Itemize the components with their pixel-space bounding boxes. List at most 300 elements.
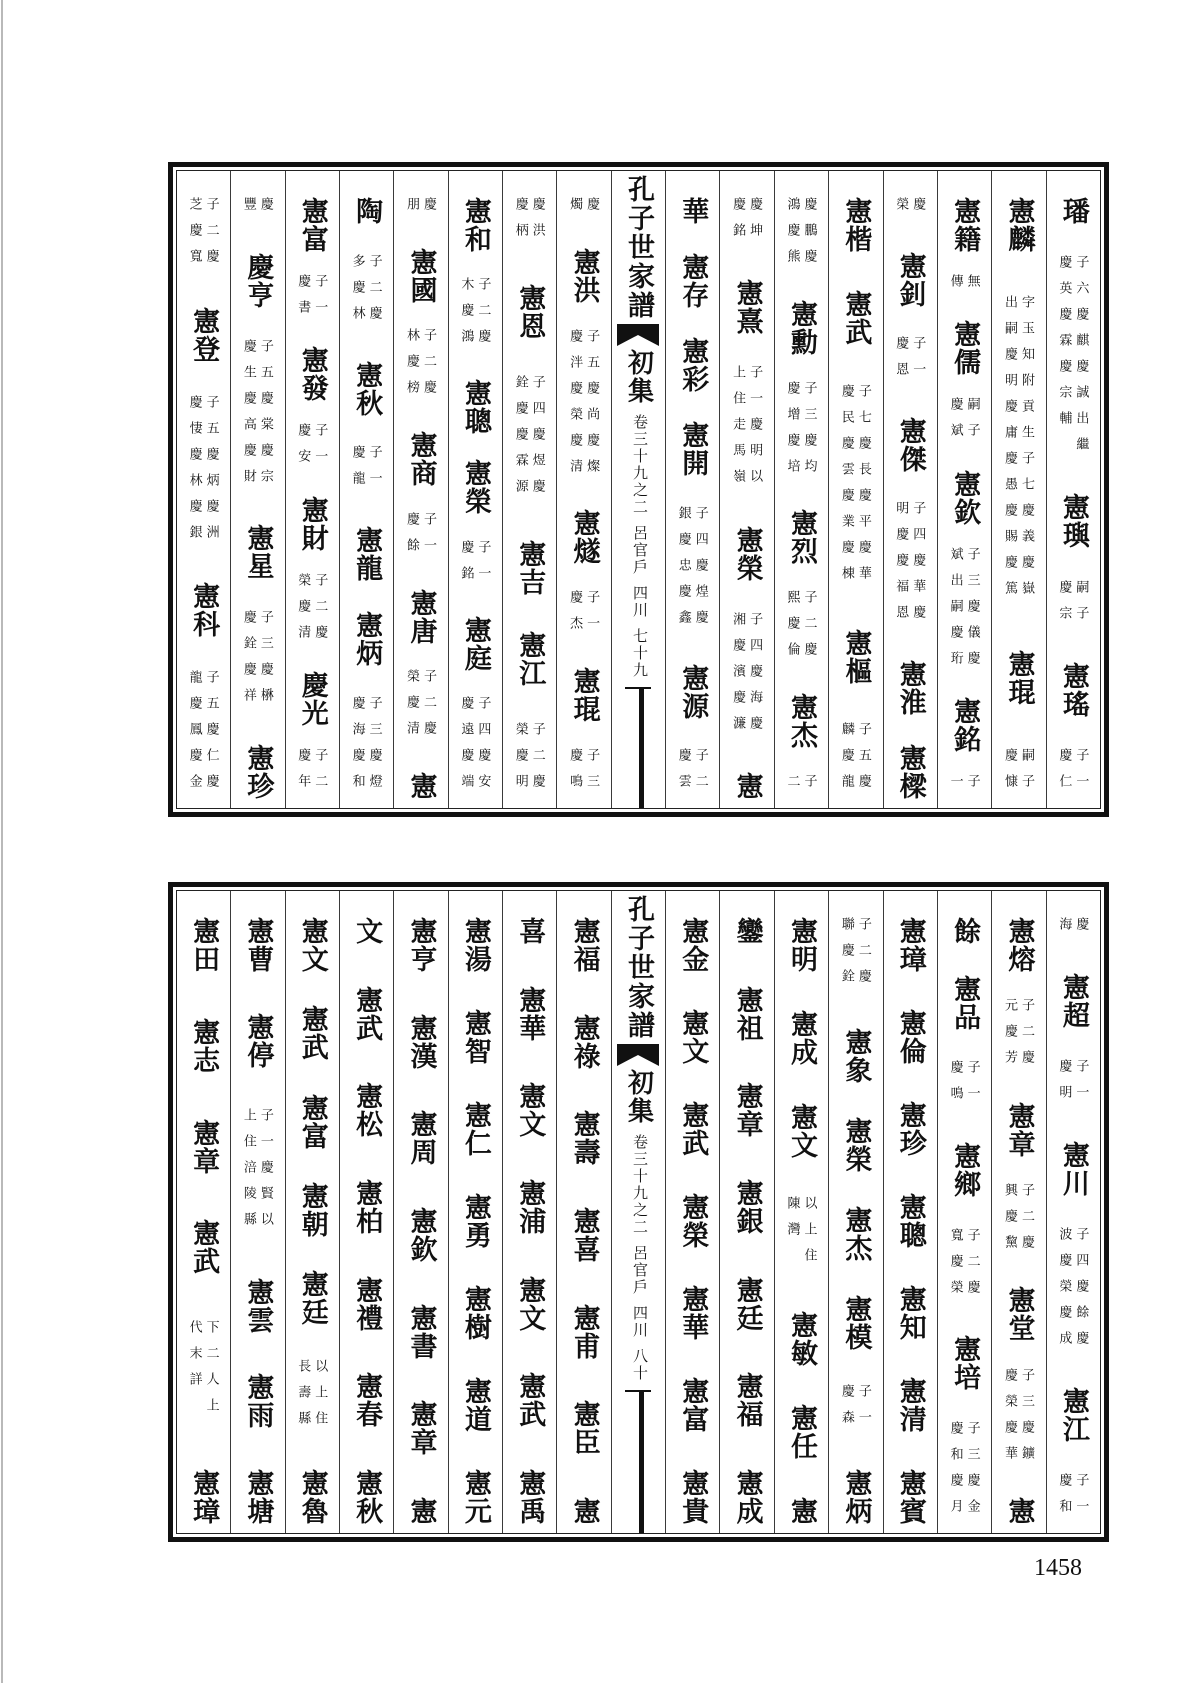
person-name: 憲道 xyxy=(460,1377,491,1433)
annotation-left-line: 慶森 xyxy=(839,1384,855,1436)
annotation-left-line: 慶恩 xyxy=(894,336,910,388)
annotation-left-line: 林慶榜 xyxy=(405,328,420,407)
person-name: 憲庭 xyxy=(460,615,491,672)
annotation-right-line: 子二慶 xyxy=(313,572,329,651)
annotation-right-line: 子一慶賢以 xyxy=(258,1108,274,1239)
annotation-left-line: 慶銓慶祥 xyxy=(241,610,257,715)
person-name: 憲臣 xyxy=(569,1400,600,1457)
annotation-right-line: 子二慶 xyxy=(1019,998,1035,1077)
person-name: 憲培 xyxy=(950,1335,981,1392)
entry-column xyxy=(285,891,339,1533)
annotation-right-line: 子二慶 xyxy=(965,1227,981,1306)
annotation-right-line: 無 xyxy=(965,273,981,300)
person-name: 鑾 xyxy=(732,917,763,945)
household-label: 呂官戶 xyxy=(630,1245,647,1296)
annotation-left-line: 慶龍 xyxy=(350,445,366,498)
annotation-right-line: 子一 xyxy=(965,1060,981,1113)
annotation xyxy=(515,197,545,249)
person-name: 憲秋 xyxy=(352,360,383,417)
person-name: 憲敏 xyxy=(787,1311,818,1367)
person-name: 憲章 xyxy=(189,1118,220,1175)
person-name: 憲籍 xyxy=(950,197,981,253)
annotation xyxy=(243,339,273,495)
annotation xyxy=(841,722,871,800)
annotation-right-line: 子三慶均 xyxy=(802,380,818,485)
annotation xyxy=(678,506,708,636)
person-name: 憲富 xyxy=(297,197,328,253)
annotation-left-line: 榮慶清 xyxy=(405,669,420,748)
leaf-number: 八十 xyxy=(630,1348,647,1382)
annotation xyxy=(515,722,545,800)
annotation-left-line: 慶和慶月 xyxy=(948,1420,964,1525)
person-name: 憲珍 xyxy=(895,1101,926,1157)
annotation-left-line: 陳灣 xyxy=(785,1196,801,1248)
person-name: 憲朝 xyxy=(297,1181,328,1238)
person-name: 憲華 xyxy=(678,1285,709,1341)
household-label: 呂官戶 xyxy=(630,525,647,576)
person-name: 憲商 xyxy=(406,431,437,488)
annotation xyxy=(1058,580,1088,632)
annotation-left-line: 榮慶明 xyxy=(513,722,529,800)
annotation-right-line: 字玉知附貢生子七慶義慶嶽 xyxy=(1019,295,1035,608)
entry-column xyxy=(339,891,393,1533)
annotation xyxy=(569,748,599,800)
annotation xyxy=(1058,1059,1088,1111)
person-name: 憲吉 xyxy=(515,540,546,596)
annotation-right-line: 子五慶仁慶 xyxy=(204,670,220,800)
person-name: 餘 xyxy=(950,917,981,945)
scan-edge-line xyxy=(1,0,3,1683)
fishtail-shape xyxy=(617,1044,659,1066)
person-name: 憲武 xyxy=(841,290,872,347)
annotation-left-line: 鴻慶熊 xyxy=(785,197,801,275)
annotation-left-line: 芝慶寬 xyxy=(187,197,203,275)
annotation-left-line: 慶仁 xyxy=(1057,747,1073,800)
place-label: 四川 xyxy=(630,585,647,619)
annotation-left-line: 慶悽慶林慶銀 xyxy=(187,394,203,551)
annotation-right-line: 子二 xyxy=(313,747,329,800)
entry-column xyxy=(991,171,1045,808)
volume-label: 卷三十九之二 xyxy=(630,414,647,516)
entry-column xyxy=(448,891,502,1533)
annotation xyxy=(189,1320,219,1424)
person-name: 憲塘 xyxy=(243,1468,274,1525)
annotation xyxy=(787,197,817,275)
annotation-right-line: 子 xyxy=(965,773,981,800)
person-name: 憲文 xyxy=(515,1082,546,1139)
annotation-right-line: 子一 xyxy=(313,273,329,326)
collection-label: 初集 xyxy=(624,1069,654,1125)
annotation-left-line: 慶年 xyxy=(296,747,312,800)
person-name: 憲周 xyxy=(406,1110,437,1167)
annotation-left-line: 慶斌 xyxy=(948,397,964,450)
annotation-left-line: 慶鳴 xyxy=(948,1060,964,1113)
annotation-left-line: 斌出嗣慶珩 xyxy=(948,546,964,677)
annotation xyxy=(297,423,327,475)
person-name: 憲榮 xyxy=(460,459,491,516)
person-name: 憲璋 xyxy=(895,917,926,973)
person-name: 憲柏 xyxy=(352,1178,383,1235)
fishtail-shape xyxy=(617,324,659,346)
annotation-left-line: 燭 xyxy=(568,197,584,223)
annotation-left-line: 湘慶濱慶濂 xyxy=(731,611,747,742)
annotation xyxy=(189,395,219,551)
person-name: 憲釗 xyxy=(895,251,926,308)
annotation-right-line: 慶 xyxy=(422,197,437,223)
annotation-right-line: 子二慶 xyxy=(422,669,437,748)
annotation-right-line: 子二慶 xyxy=(802,590,818,669)
spine-rule xyxy=(639,687,644,808)
annotation-right-line: 子二慶 xyxy=(367,253,383,332)
annotation-right-line: 子一 xyxy=(367,445,383,498)
genealogy-page-lower xyxy=(168,882,1109,1542)
annotation-right-line: 子一 xyxy=(856,1384,872,1436)
person-name: 憲淮 xyxy=(895,659,926,716)
person-name: 憲武 xyxy=(297,1005,328,1062)
annotation-right-line: 子一 xyxy=(476,539,492,592)
annotation-right-line: 子二慶 xyxy=(530,722,546,800)
person-name: 憲品 xyxy=(950,974,981,1031)
person-name: 憲廷 xyxy=(732,1275,763,1332)
person-name: 憲科 xyxy=(189,582,220,639)
person-name: 憲祿 xyxy=(569,1013,600,1070)
annotation xyxy=(406,512,436,564)
annotation-right-line: 嗣子 xyxy=(1019,747,1035,800)
person-name: 憲漢 xyxy=(406,1013,437,1070)
fishtail-mark xyxy=(617,1044,659,1066)
entry-column xyxy=(393,891,447,1533)
person-name: 憲福 xyxy=(569,917,600,973)
person-name: 憲恩 xyxy=(515,284,546,340)
annotation xyxy=(732,612,762,742)
person-name: 憲明 xyxy=(787,917,818,973)
annotation-right-line: 慶坤 xyxy=(748,197,764,249)
annotation-left-line: 豐 xyxy=(241,197,257,223)
person-name: 憲江 xyxy=(515,631,546,687)
entry-column xyxy=(556,171,610,808)
person-name: 憲富 xyxy=(297,1093,328,1150)
annotation xyxy=(895,197,925,223)
entry-column xyxy=(1046,891,1100,1533)
annotation-left-line: 慶銘 xyxy=(459,539,475,592)
annotation xyxy=(841,917,871,995)
annotation-left-line: 榮 xyxy=(894,197,910,223)
person-name: 憲欽 xyxy=(950,469,981,526)
page-number: 1458 xyxy=(1034,1555,1082,1581)
person-name: 憲雲 xyxy=(243,1277,274,1334)
annotation-right-line: 以上住 xyxy=(802,1196,818,1274)
entry-column xyxy=(665,171,719,808)
person-name: 憲珍 xyxy=(243,743,274,800)
annotation xyxy=(895,336,925,388)
person-name: 憲富 xyxy=(678,1377,709,1433)
annotation xyxy=(297,748,327,800)
person-name: 憲福 xyxy=(732,1372,763,1429)
entry-column xyxy=(883,171,937,808)
person-name: 憲璋 xyxy=(189,1468,220,1525)
person-name: 憲賓 xyxy=(895,1469,926,1525)
person-name: 憲停 xyxy=(243,1012,274,1069)
entry-column xyxy=(828,891,882,1533)
person-name: 憲曹 xyxy=(243,917,274,973)
entry-column xyxy=(991,891,1045,1533)
person-name: 憲星 xyxy=(243,524,274,581)
annotation-left-line: 慶英慶霖慶宗輔 xyxy=(1057,255,1073,438)
person-name: 憲銘 xyxy=(950,697,981,754)
annotation-left-line: 銓慶慶霖源 xyxy=(513,375,529,505)
annotation-right-line: 子五慶 xyxy=(856,722,872,800)
annotation xyxy=(189,670,219,800)
person-name: 憲燧 xyxy=(569,509,600,566)
person-name: 憲魯 xyxy=(297,1468,328,1525)
annotation xyxy=(1058,1473,1088,1525)
person-name: 憲財 xyxy=(297,495,328,552)
annotation xyxy=(950,1421,980,1525)
person-name: 憲勳 xyxy=(787,299,818,356)
annotation-left-line: 慶海慶和 xyxy=(350,695,366,800)
annotation-left-line: 慶書 xyxy=(296,273,312,326)
person-name: 憲鄉 xyxy=(950,1141,981,1198)
person-name: 憲杰 xyxy=(787,693,818,750)
annotation-left-line: 出嗣慶明慶庸慶愚慶賜慶篤 xyxy=(1002,295,1018,608)
annotation-right-line: 子四慶煌慶 xyxy=(693,505,709,636)
person-name: 憲禮 xyxy=(352,1275,383,1332)
book-title: 孔子世家譜 xyxy=(623,175,654,320)
annotation xyxy=(1004,748,1034,800)
person-name: 憲登 xyxy=(189,306,220,363)
annotation-right-line: 子一 xyxy=(1074,1059,1090,1111)
annotation-left-line: 明慶慶福恩 xyxy=(894,501,910,631)
entry-column xyxy=(230,171,284,808)
person-name: 憲華 xyxy=(515,985,546,1042)
entry-column xyxy=(556,891,610,1533)
person-name: 憲模 xyxy=(841,1295,872,1351)
annotation-left-line: 慶柄 xyxy=(513,197,529,249)
annotation xyxy=(243,610,273,714)
annotation xyxy=(1004,1183,1034,1261)
annotation xyxy=(787,774,817,800)
annotation-right-line: 慶 xyxy=(1074,917,1090,943)
annotation-right-line: 子四慶海慶 xyxy=(748,611,764,742)
annotation-right-line: 子三慶鑛 xyxy=(1019,1367,1035,1472)
annotation-left-line: 木慶鴻 xyxy=(459,277,475,356)
person-name: 憲源 xyxy=(678,663,709,720)
annotation xyxy=(895,501,925,631)
annotation-left-line: 上住涪陵縣 xyxy=(241,1108,257,1239)
annotation xyxy=(460,277,490,355)
annotation xyxy=(243,197,273,223)
annotation xyxy=(1004,1368,1034,1472)
annotation xyxy=(732,365,762,495)
annotation-right-line: 子三慶金 xyxy=(965,1420,981,1525)
annotation-left-line: 慶泮慶榮慶清 xyxy=(568,328,584,485)
annotation xyxy=(950,1060,980,1112)
annotation xyxy=(189,197,219,275)
person-name: 文 xyxy=(352,917,383,945)
annotation-right-line: 下二人上 xyxy=(204,1320,220,1425)
person-name: 憲書 xyxy=(406,1303,437,1360)
person-name: 憲聰 xyxy=(895,1193,926,1249)
spine-rule xyxy=(639,1390,644,1533)
person-name: 憲熹 xyxy=(732,279,763,336)
annotation-right-line: 子七慶長慶平慶華 xyxy=(856,383,872,592)
annotation xyxy=(569,590,599,642)
person-name: 憲江 xyxy=(1058,1387,1089,1443)
person-name: 憲任 xyxy=(787,1404,818,1460)
person-name: 憲文 xyxy=(515,1275,546,1332)
spine-column xyxy=(611,171,665,808)
person-name: 憲松 xyxy=(352,1082,383,1139)
person-name: 憲壽 xyxy=(569,1110,600,1167)
annotation xyxy=(352,696,382,800)
person-name: 憲 xyxy=(1004,1496,1035,1525)
annotation-right-line: 子三慶燈 xyxy=(367,695,383,800)
entry-column xyxy=(883,891,937,1533)
person-name: 憲文 xyxy=(678,1009,709,1065)
annotation-right-line: 子二慶 xyxy=(1019,1182,1035,1261)
person-name: 憲武 xyxy=(515,1372,546,1429)
annotation xyxy=(1004,998,1034,1076)
annotation-left-line: 慶銘 xyxy=(731,197,747,249)
person-name: 憲甫 xyxy=(569,1303,600,1360)
annotation xyxy=(1058,748,1088,800)
annotation xyxy=(406,197,436,223)
person-name: 璠 xyxy=(1058,197,1089,225)
person-name: 憲文 xyxy=(787,1103,818,1159)
annotation xyxy=(406,328,436,406)
entry-column xyxy=(774,891,828,1533)
annotation-right-line: 子一 xyxy=(1074,747,1090,800)
annotation-right-line: 子一 xyxy=(422,511,437,564)
person-name: 憲琨 xyxy=(1004,649,1035,706)
annotation xyxy=(950,1228,980,1306)
person-name: 憲樞 xyxy=(841,628,872,685)
person-name: 憲湯 xyxy=(460,917,491,973)
book-title: 孔子世家譜 xyxy=(623,895,654,1040)
person-name: 憲璵 xyxy=(1058,493,1089,550)
annotation-right-line: 嗣子 xyxy=(1074,579,1090,632)
annotation-left-line: 波慶榮慶成 xyxy=(1057,1227,1073,1357)
person-name: 憲章 xyxy=(732,1082,763,1139)
person-name: 憲象 xyxy=(841,1028,872,1084)
annotation xyxy=(950,774,980,800)
annotation xyxy=(1058,255,1088,463)
annotation-left-line: 慶和 xyxy=(1057,1473,1073,1525)
person-name: 憲貴 xyxy=(678,1469,709,1525)
annotation-right-line: 子四慶餘慶 xyxy=(1074,1227,1090,1357)
annotation xyxy=(352,254,382,332)
person-name: 憲金 xyxy=(678,917,709,973)
person-name: 憲浦 xyxy=(515,1178,546,1235)
person-name: 憲麟 xyxy=(1004,197,1035,253)
person-name: 憲 xyxy=(787,1497,818,1525)
person-name: 憲成 xyxy=(787,1010,818,1066)
person-name: 憲 xyxy=(732,771,763,800)
annotation-left-line: 熙慶倫 xyxy=(785,590,801,669)
annotation xyxy=(406,669,436,747)
person-name: 憲樹 xyxy=(460,1285,491,1341)
person-name: 憲知 xyxy=(895,1285,926,1341)
annotation xyxy=(787,381,817,485)
entry-column xyxy=(719,891,773,1533)
person-name: 憲川 xyxy=(1058,1141,1089,1197)
annotation-left-line: 龍慶鳳慶金 xyxy=(187,670,203,800)
person-name: 憲開 xyxy=(678,421,709,478)
person-name: 憲廷 xyxy=(297,1270,328,1327)
person-name: 憲龍 xyxy=(352,526,383,583)
person-name: 憲勇 xyxy=(460,1193,491,1249)
person-name: 憲存 xyxy=(678,253,709,310)
annotation-right-line: 子一 xyxy=(911,336,927,388)
person-name: 憲堂 xyxy=(1004,1286,1035,1343)
person-name: 憲 xyxy=(406,771,437,800)
annotation-right-line: 子五慶尚慶燦 xyxy=(585,328,601,485)
annotation xyxy=(787,1196,817,1274)
annotation-right-line: 子二慶 xyxy=(856,917,872,995)
annotation-right-line: 子二慶 xyxy=(204,197,220,275)
person-name: 憲章 xyxy=(1004,1101,1035,1158)
person-name: 憲國 xyxy=(406,247,437,304)
entry-column xyxy=(502,891,556,1533)
person-name: 慶亨 xyxy=(243,252,274,309)
annotation-right-line: 子二慶 xyxy=(422,328,437,407)
entry-column xyxy=(774,171,828,808)
annotation xyxy=(841,384,871,592)
annotation-left-line: 慶鳴 xyxy=(568,747,584,800)
entry-column xyxy=(339,171,393,808)
annotation-left-line: 長壽縣 xyxy=(296,1358,312,1437)
annotation-right-line: 子二 xyxy=(693,747,709,800)
person-name: 憲武 xyxy=(678,1101,709,1157)
annotation-left-line: 慶杰 xyxy=(568,590,584,643)
person-name: 憲章 xyxy=(406,1400,437,1457)
person-name: 憲元 xyxy=(460,1469,491,1525)
person-name: 憲瑤 xyxy=(1058,661,1089,718)
entry-column xyxy=(285,171,339,808)
annotation-left-line: 傳 xyxy=(948,273,964,300)
person-name: 憲儒 xyxy=(950,320,981,377)
annotation-right-line: 慶洪 xyxy=(530,197,546,249)
entry-column xyxy=(719,171,773,808)
annotation-right-line: 慶 xyxy=(911,197,927,223)
annotation-right-line: 子三慶楙 xyxy=(258,610,274,715)
person-name: 憲亨 xyxy=(406,917,437,973)
annotation xyxy=(460,540,490,592)
entry-column xyxy=(1046,171,1100,808)
annotation xyxy=(569,329,599,485)
annotation-right-line: 子一 xyxy=(313,423,329,476)
person-name: 憲和 xyxy=(460,197,491,253)
annotation-left-line: 一 xyxy=(948,773,964,800)
person-name: 憲春 xyxy=(352,1372,383,1429)
person-name: 憲榮 xyxy=(841,1117,872,1173)
annotation xyxy=(841,1384,871,1436)
annotation-left-line: 麟慶龍 xyxy=(839,722,855,800)
entry-column xyxy=(448,171,502,808)
annotation xyxy=(297,274,327,326)
annotation-left-line: 朋 xyxy=(405,197,420,223)
person-name: 憲樑 xyxy=(895,744,926,800)
person-name: 憲清 xyxy=(895,1377,926,1433)
annotation xyxy=(297,1359,327,1437)
annotation-left-line: 慶宗 xyxy=(1057,579,1073,632)
person-name: 憲超 xyxy=(1058,973,1089,1029)
entry-column xyxy=(230,891,284,1533)
person-name: 憲 xyxy=(406,1496,437,1525)
person-name: 憲志 xyxy=(189,1017,220,1074)
person-name: 憲禹 xyxy=(515,1468,546,1525)
annotation xyxy=(787,590,817,668)
